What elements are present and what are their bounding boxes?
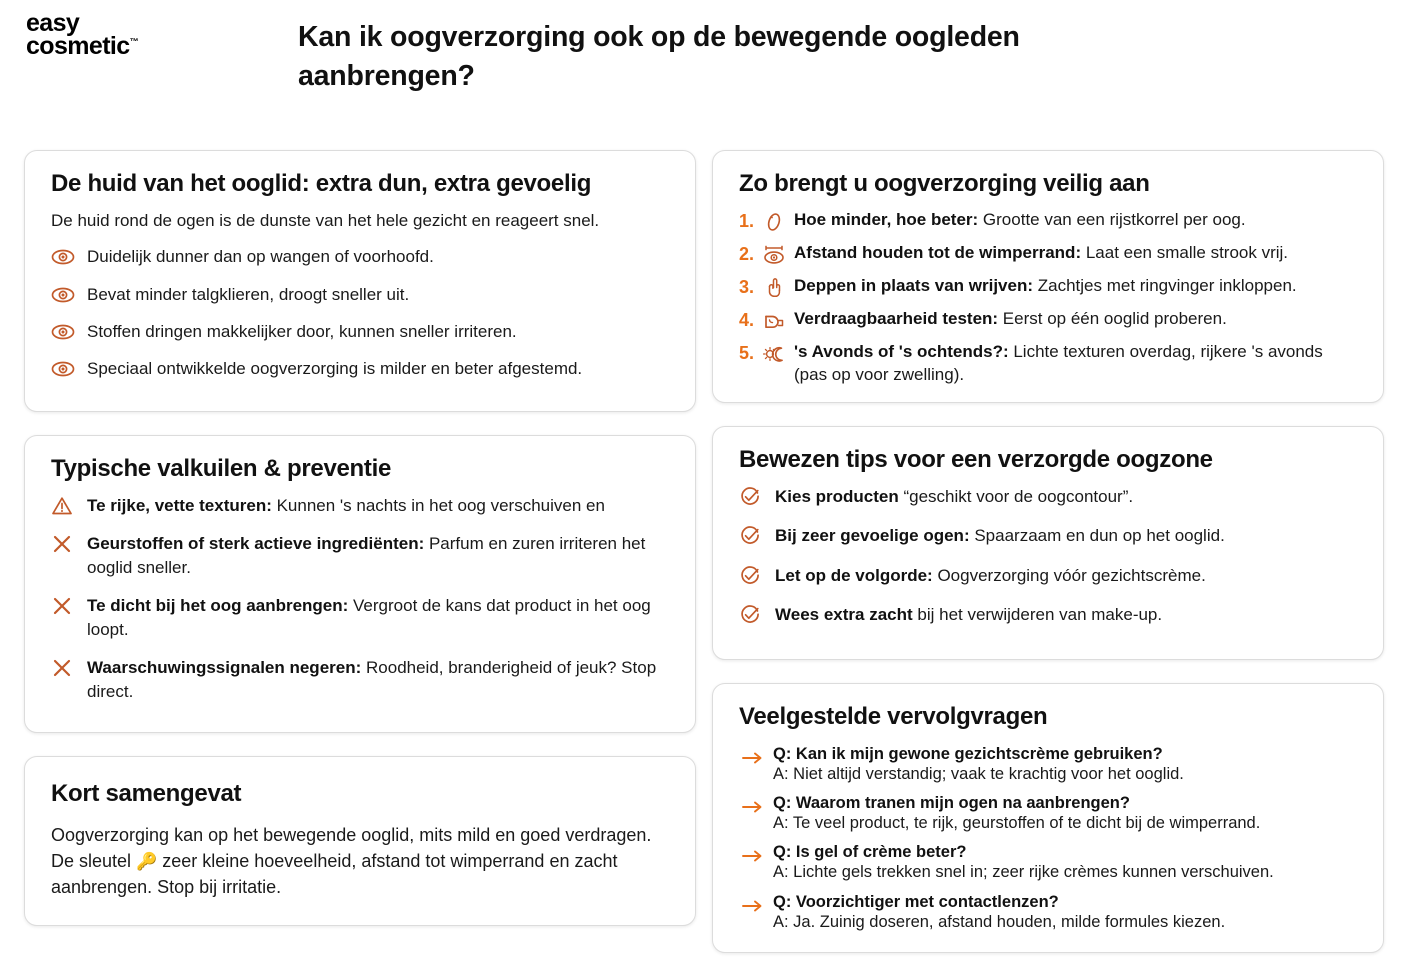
list-item: [51, 656, 671, 703]
droplet-icon: [761, 211, 787, 233]
check-circle-icon: [739, 565, 765, 587]
list-item-bold: Kies producten: [775, 486, 899, 506]
faq-question: Q: Kan ik mijn gewone gezichtscrème gebruiken?: [773, 744, 1163, 763]
list-item-rest: Laat een smalle strook vrij.: [1081, 243, 1289, 263]
eye-icon: [51, 321, 77, 343]
list-item-rest: Spaarzaam en dun op het ooglid.: [969, 526, 1225, 546]
list-item-rest: Eerst op één ooglid proberen.: [998, 309, 1227, 329]
card-apply-title: Zo brengt u oogverzorging veilig aan: [739, 170, 1150, 197]
list-item: [739, 275, 1359, 299]
card-tips-title: Bewezen tips voor een verzorgde oogzone: [739, 445, 1213, 473]
faq-answer: A: Lichte gels trekken snel in; zeer rijke crèmes kunnen verschuiven.: [773, 863, 1274, 882]
list-item-label: Bevat minder talgklieren, droogt sneller uit.: [87, 284, 410, 304]
list-item-label: [87, 594, 671, 641]
list-item-bold: 's Avonds of 's ochtends?:: [794, 342, 1009, 362]
list-item-label: [794, 341, 1359, 387]
faq-question: Q: Is gel of crème beter?: [773, 843, 967, 862]
list-item-number: 5.: [739, 343, 755, 364]
eye-icon: [51, 358, 77, 380]
list-item: [739, 524, 1359, 547]
faq-item-content: [773, 793, 1260, 833]
list-item: [51, 494, 671, 517]
list-item-bold: Te rijke, vette texturen:: [87, 495, 272, 515]
brand-logo: [26, 9, 139, 60]
faq-item-content: [773, 892, 1225, 932]
list-item-bold: Afstand houden tot de wimperrand:: [794, 243, 1082, 263]
list-item-rest: Oogverzorging vóór gezichtscrème.: [932, 565, 1206, 585]
list-item-rest: Lichte texturen overdag, rijkere 's avonds (pas op voor zwelling).: [794, 342, 1323, 385]
check-circle-icon: [739, 525, 765, 547]
card-summary-title: Kort samengevat: [51, 780, 242, 808]
list-item-rest: “geschikt voor de oogcontour”.: [898, 486, 1134, 506]
list-item-rest: Grootte van een rijstkorrel per oog.: [978, 210, 1246, 229]
card-faq-title: Veelgestelde vervolgvragen: [739, 702, 1048, 730]
list-item: [51, 320, 671, 343]
left-column: [24, 150, 696, 949]
card-faq: [712, 683, 1384, 953]
faq-item-content: [773, 842, 1274, 882]
list-item: [739, 603, 1359, 626]
summary-part2: zeer kleine hoeveelheid, afstand tot wimperrand en zacht aanbrengen. Stop bij irritatie.: [51, 851, 618, 897]
card-skin-title: De huid van het ooglid: extra dun, extra gevoelig: [51, 170, 592, 197]
x-mark-icon: [51, 657, 77, 679]
list-item-number: 4.: [739, 310, 755, 331]
eye-icon: [51, 284, 77, 306]
faq-item: [739, 892, 1359, 932]
tapping-hand-icon: [761, 277, 787, 299]
faq-question: Q: Voorzichtiger met contactlenzen?: [773, 892, 1059, 911]
list-item-label: [87, 532, 671, 579]
list-item-rest: bij het verwijderen van make-up.: [912, 605, 1163, 625]
list-item-bold: Deppen in plaats van wrijven:: [794, 276, 1034, 296]
list-item: [739, 341, 1359, 387]
list-item-number: 3.: [739, 277, 755, 298]
page-header: [0, 0, 1408, 130]
card-pitfalls: [24, 435, 696, 733]
eye-measure-icon: [761, 244, 787, 266]
eye-icon: [51, 246, 77, 268]
list-item: [51, 594, 671, 641]
list-item-bold: Geurstoffen of sterk actieve ingrediënten:: [87, 534, 425, 554]
warning-triangle-icon: [51, 495, 77, 517]
card-pitfalls-list: [51, 494, 671, 703]
list-item: [739, 485, 1359, 508]
page-title: Kan ik oogverzorging ook op de bewegende oogleden aanbrengen?: [298, 21, 1020, 93]
list-item: [739, 242, 1359, 266]
list-item-label: [87, 656, 671, 703]
list-item-rest: Vergroot de kans dat product in het oog loopt.: [87, 596, 651, 639]
card-skin-list: [51, 245, 671, 381]
list-item-bold: Verdraagbaarheid testen:: [794, 309, 999, 329]
list-item-label: [775, 603, 1162, 626]
card-faq-list: [739, 744, 1359, 932]
list-item-bold: Te dicht bij het oog aanbrengen:: [87, 596, 349, 616]
list-item-label: [87, 494, 605, 517]
faq-answer: A: Te veel product, te rijk, geurstoffen of te dicht bij de wimperrand.: [773, 814, 1261, 833]
list-item: [739, 308, 1359, 332]
x-mark-icon: [51, 533, 77, 555]
faq-answer: A: Niet altijd verstandig; vaak te krachtig voor het ooglid.: [773, 764, 1184, 783]
x-mark-icon: [51, 595, 77, 617]
list-item: [51, 357, 671, 380]
list-item-bold: Wees extra zacht: [775, 605, 913, 625]
right-column: [712, 150, 1384, 976]
arrow-right-icon: [739, 896, 767, 916]
brand-trademark: ™: [129, 36, 139, 47]
card-tips-list: [739, 485, 1359, 627]
list-item-label: [775, 485, 1133, 508]
list-item: [51, 283, 671, 306]
flexed-arm-icon: [761, 310, 787, 332]
summary-part1: Oogverzorging kan op het bewegende ooglid, mits mild en goed verdragen. De sleutel: [51, 825, 652, 872]
list-item-rest: Parfum en zuren irriteren het ooglid sneller.: [87, 534, 646, 577]
card-skin-lead: De huid rond de ogen is de dunste van het hele gezicht en reageert snel.: [51, 211, 600, 230]
list-item: [739, 209, 1359, 233]
card-tips: [712, 426, 1384, 660]
list-item-number: 2.: [739, 244, 755, 265]
faq-answer: A: Ja. Zuinig doseren, afstand houden, milde formules kiezen.: [773, 912, 1226, 931]
sun-moon-icon: [761, 343, 787, 365]
list-item-label: [794, 275, 1297, 298]
list-item-number: 1.: [739, 211, 755, 231]
list-item-rest: Roodheid, branderigheid of jeuk? Stop direct.: [87, 658, 657, 701]
list-item: [51, 245, 671, 268]
arrow-right-icon: [739, 797, 767, 817]
check-circle-icon: [739, 604, 765, 626]
list-item-label: [775, 524, 1225, 547]
list-item-label: [794, 242, 1288, 265]
list-item-label: [794, 308, 1227, 331]
check-circle-icon: [739, 486, 765, 508]
list-item: [739, 564, 1359, 587]
brand-logo-line2: cosmetic: [26, 32, 130, 60]
list-item-label: Duidelijk dunner dan op wangen of voorhoofd.: [87, 247, 434, 267]
faq-item-content: [773, 744, 1184, 784]
faq-item: [739, 793, 1359, 833]
list-item-bold: Bij zeer gevoelige ogen:: [775, 526, 970, 546]
card-apply-list: [739, 209, 1359, 387]
list-item-label: Stoffen dringen makkelijker door, kunnen sneller irriteren.: [87, 322, 517, 342]
faq-question: Q: Waarom tranen mijn ogen na aanbrengen?: [773, 794, 1130, 813]
key-icon: 🔑: [136, 852, 158, 872]
list-item-bold: Hoe minder, hoe beter:: [794, 210, 979, 229]
faq-item: [739, 744, 1359, 784]
faq-item: [739, 842, 1359, 882]
arrow-right-icon: [739, 748, 767, 768]
card-apply: [712, 150, 1384, 403]
list-item-rest: Zachtjes met ringvinger inkloppen.: [1033, 276, 1297, 296]
list-item-label: Speciaal ontwikkelde oogverzorging is milder en beter afgestemd.: [87, 359, 583, 379]
list-item-bold: Waarschuwingssignalen negeren:: [87, 658, 362, 678]
list-item-bold: Let op de volgorde:: [775, 565, 933, 585]
list-item-label: [775, 564, 1206, 587]
card-pitfalls-title: Typische valkuilen & preventie: [51, 454, 392, 482]
brand-logo-line1: easy: [26, 9, 80, 37]
list-item-rest: Kunnen 's nachts in het oog verschuiven en: [271, 495, 605, 515]
card-skin: [24, 150, 696, 412]
card-summary-text: [51, 823, 669, 901]
card-summary: [24, 756, 696, 926]
list-item-label: [794, 209, 1246, 232]
list-item: [51, 532, 671, 579]
arrow-right-icon: [739, 846, 767, 866]
